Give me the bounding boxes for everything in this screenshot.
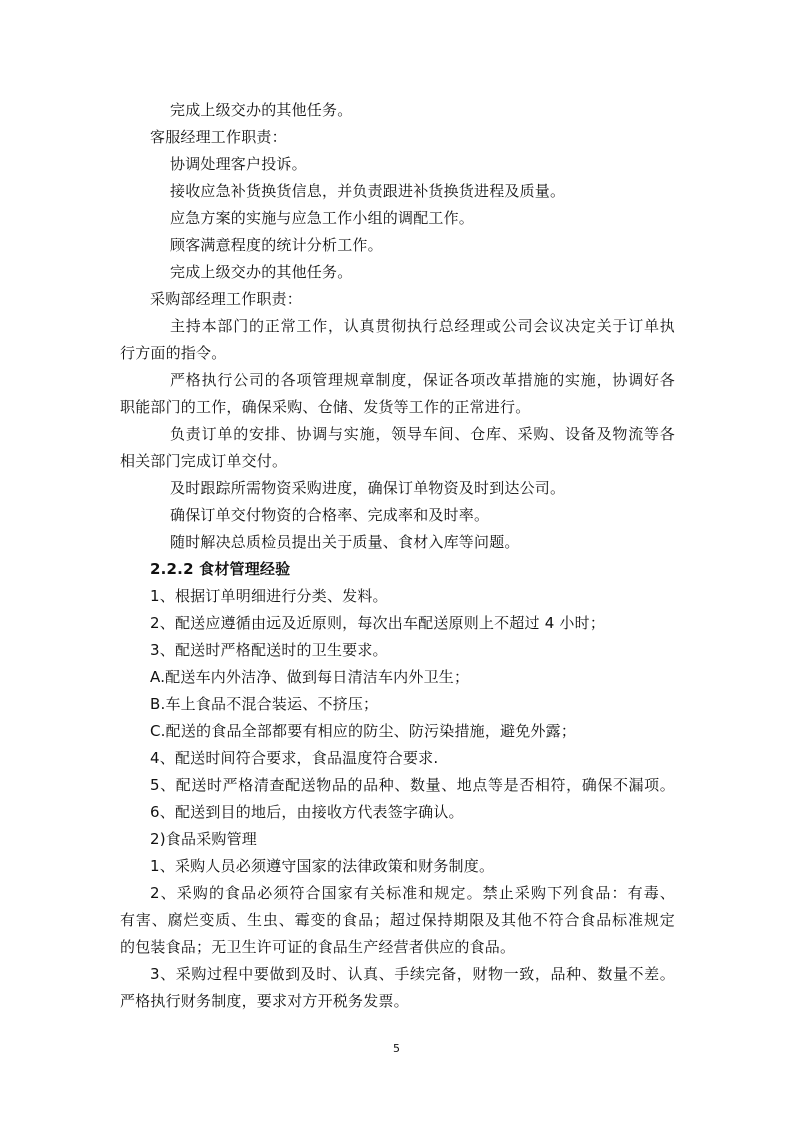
paragraph-line: 的包装食品；无卫生许可证的食品生产经营者供应的食品。 (120, 938, 516, 956)
list-item: 1、采购人员必须遵守国家的法律政策和财务制度。 (150, 857, 495, 875)
section-heading-purchasing: 采购部经理工作职责： (150, 290, 303, 308)
duty-line: 确保订单交付物资的合格率、完成率和及时率。 (170, 506, 490, 524)
duty-line: 完成上级交办的其他任务。 (170, 263, 353, 281)
duty-line: 协调处理客户投诉。 (170, 155, 307, 173)
paragraph-line: 相关部门完成订单交付。 (120, 452, 288, 470)
paragraph-line: 严格执行公司的各项管理规章制度，保证各项改革措施的实施，协调好各 (170, 371, 675, 389)
list-item: A.配送车内外洁净、做到每日清洁车内外卫生； (150, 668, 470, 686)
page-number: 5 (393, 1042, 400, 1055)
subsection-heading: 2)食品采购管理 (150, 830, 257, 848)
duty-line: 及时跟踪所需物资采购进度，确保订单物资及时到达公司。 (170, 479, 566, 497)
subsection-heading: 2.2.2 食材管理经验 (150, 560, 291, 578)
list-item: C.配送的食品全部都要有相应的防尘、防污染措施，避免外露； (150, 722, 577, 740)
list-item: 6、配送到目的地后，由接收方代表签字确认。 (150, 803, 464, 821)
list-item: 3、配送时严格配送时的卫生要求。 (150, 641, 388, 659)
paragraph-line: 有害、腐烂变质、生虫、霉变的食品；超过保持期限及其他不符合食品标准规定 (120, 911, 675, 929)
paragraph-line: 行方面的指令。 (120, 344, 227, 362)
duty-line: 顾客满意程度的统计分析工作。 (170, 236, 383, 254)
list-item: 1、根据订单明细进行分类、发料。 (150, 587, 388, 605)
list-item: B.车上食品不混合装运、不挤压； (150, 695, 379, 713)
duty-line: 接收应急补货换货信息，并负责跟进补货换货进程及质量。 (170, 182, 566, 200)
paragraph-line: 主持本部门的正常工作，认真贯彻执行总经理或公司会议决定关于订单执 (170, 317, 675, 335)
paragraph-line: 严格执行财务制度，要求对方开税务发票。 (120, 992, 409, 1010)
duty-line: 随时解决总质检员提出关于质量、食材入库等问题。 (170, 533, 520, 551)
duty-line: 完成上级交办的其他任务。 (170, 101, 353, 119)
list-item: 4、配送时间符合要求，食品温度符合要求. (150, 749, 439, 767)
list-item: 3、采购过程中要做到及时、认真、手续完备，财物一致，品种、数量不差。 (150, 965, 675, 983)
paragraph-line: 职能部门的工作，确保采购、仓储、发货等工作的正常进行。 (120, 398, 531, 416)
list-item: 5、配送时严格清查配送物品的品种、数量、地点等是否相符，确保不漏项。 (150, 776, 675, 794)
section-heading-customer-service: 客服经理工作职责： (150, 128, 287, 146)
list-item: 2、配送应遵循由远及近原则，每次出车配送原则上不超过 4 小时； (150, 614, 606, 632)
paragraph-line: 负责订单的安排、协调与实施，领导车间、仓库、采购、设备及物流等各 (170, 425, 675, 443)
duty-line: 应急方案的实施与应急工作小组的调配工作。 (170, 209, 475, 227)
list-item: 2、采购的食品必须符合国家有关标准和规定。禁止采购下列食品：有毒、 (150, 884, 675, 902)
